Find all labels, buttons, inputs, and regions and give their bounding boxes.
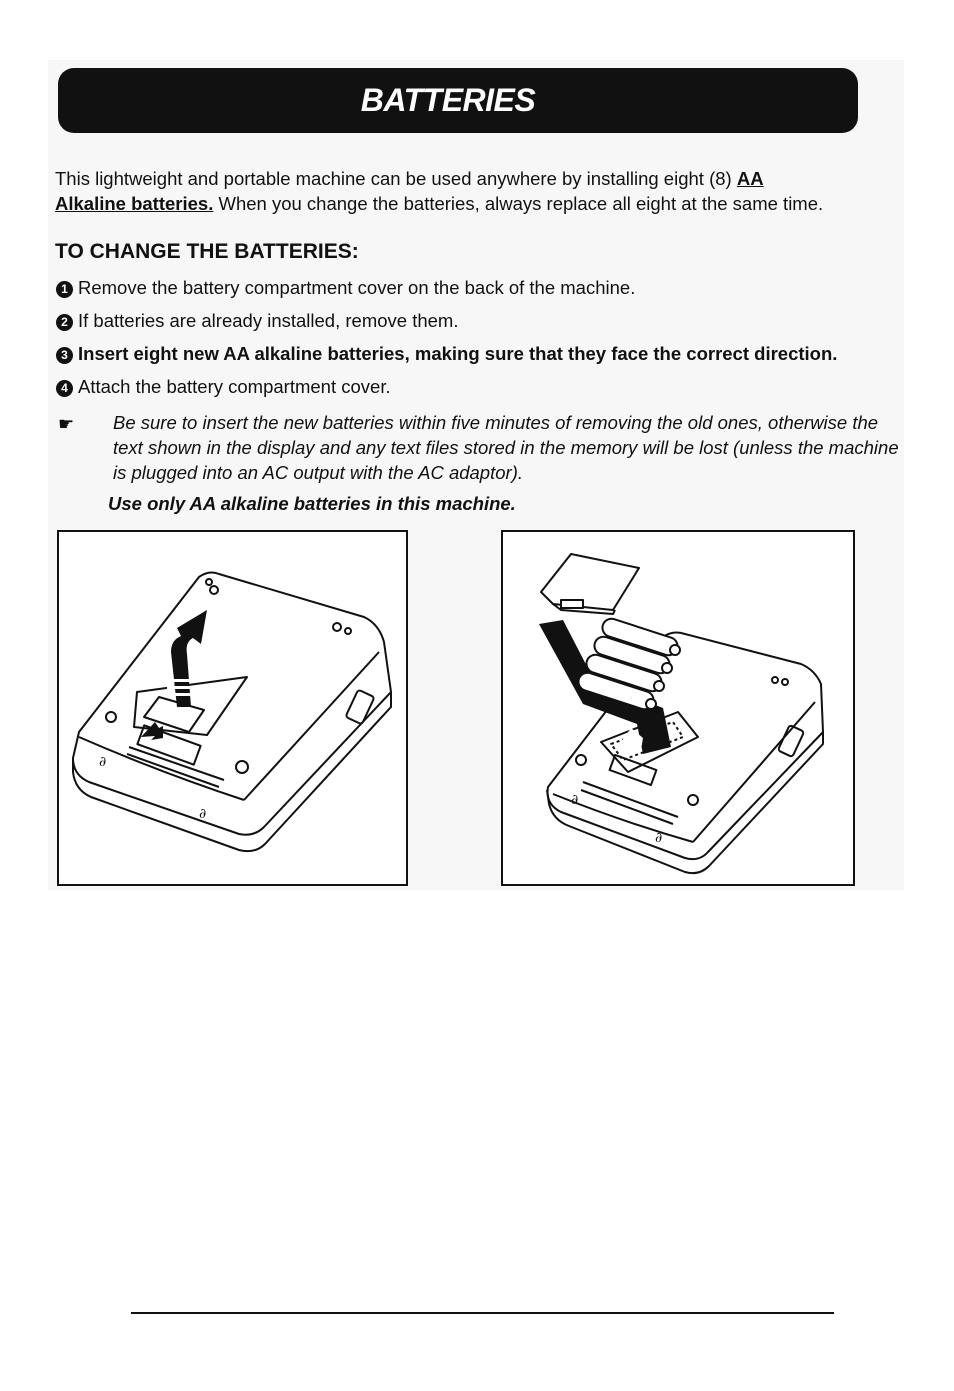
figure-left-glyph-1: ∂: [99, 754, 107, 770]
figure-remove-cover: [57, 530, 408, 886]
step-text-3: Insert eight new AA alkaline batteries, making sure that they face the correct direction.: [78, 343, 838, 364]
figure-left-glyph-2: ∂: [199, 806, 207, 822]
step-number-4: 4: [56, 380, 73, 397]
intro-emphasis-alkaline: Alkaline batteries.: [55, 193, 214, 214]
note-text: Be sure to insert the new batteries within five minutes of removing the old ones, otherwise the text shown in the display and any text files stored in the memory will be lost (unless the machine is plugged into an AC output with the AC adaptor).: [113, 412, 899, 483]
title-bar: [58, 68, 858, 133]
intro-text-1: This lightweight and portable machine can be used anywhere by installing eight (8): [55, 168, 737, 189]
step-text-1: Remove the battery compartment cover on the back of the machine.: [78, 277, 636, 298]
step-number-3: 3: [56, 347, 73, 364]
intro-emphasis-aa: AA: [736, 168, 764, 189]
step-text-2: If batteries are already installed, remove them.: [78, 310, 459, 331]
figure-right-glyph-1: ∂: [571, 792, 579, 808]
footer-rule: [131, 1312, 834, 1314]
step-text-4: Attach the battery compartment cover.: [78, 376, 391, 397]
step-2: [56, 310, 458, 332]
step-number-2: 2: [56, 314, 73, 331]
note-warning: Use only AA alkaline batteries in this machine.: [108, 493, 516, 514]
pointing-hand-icon: ☛: [58, 414, 75, 434]
battery-insert-illustration: [503, 532, 853, 884]
machine-back-illustration: [59, 532, 406, 884]
intro-text-2: When you change the batteries, always replace all eight at the same time.: [213, 193, 824, 214]
section-heading: TO CHANGE THE BATTERIES:: [55, 240, 359, 263]
step-1: [56, 277, 635, 299]
figure-right-glyph-2: ∂: [655, 830, 663, 846]
step-number-1: 1: [56, 281, 73, 298]
page-title: BATTERIES: [360, 82, 536, 118]
intro-paragraph: [55, 166, 915, 216]
step-3: [56, 343, 837, 365]
step-4: [56, 376, 391, 398]
figure-insert-batteries: [501, 530, 855, 886]
